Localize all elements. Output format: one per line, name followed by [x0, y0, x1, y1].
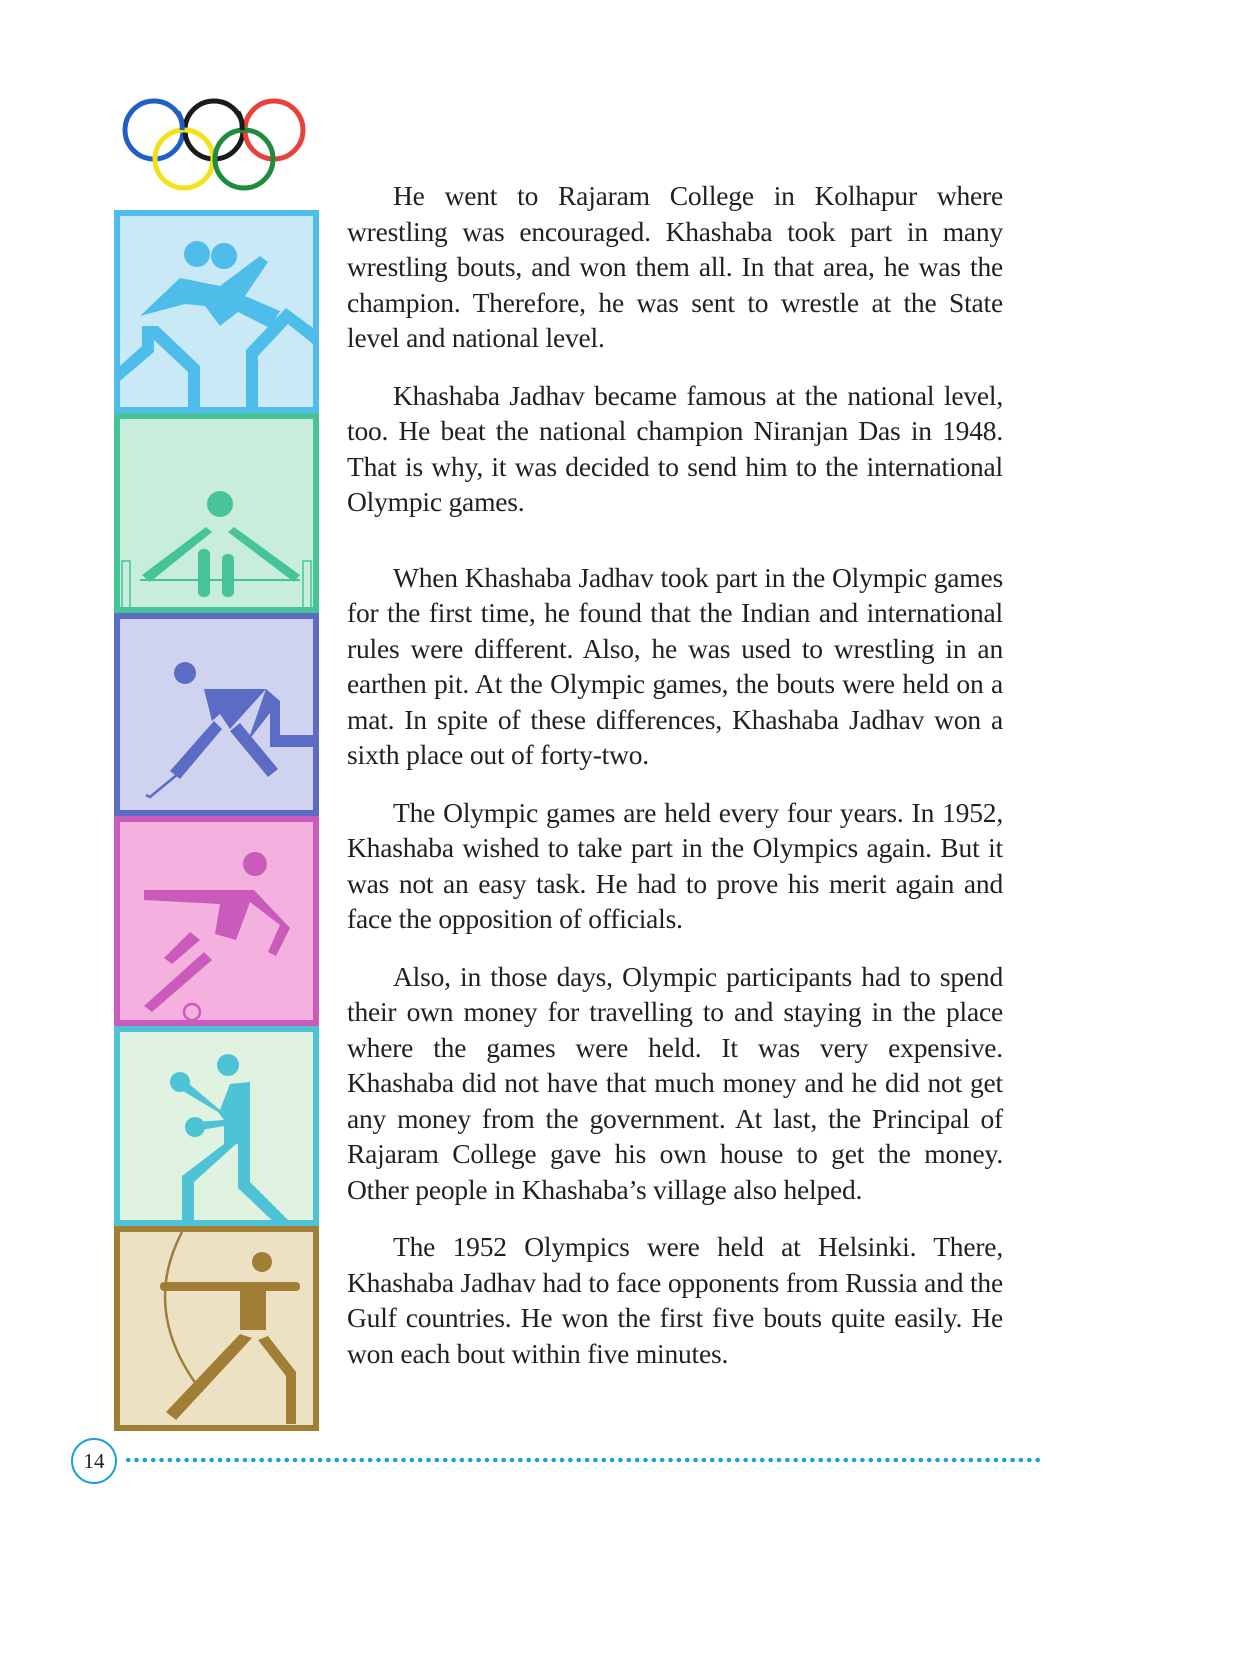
hockey-icon	[120, 619, 313, 810]
paragraph-funding: Also, in those days, Olympic participants had to spend their own money for travelling to and staying in the place where the games were held. It was very expensive. Khashaba did not have that much money and he did not get any money from the government. At last, the Principal of Rajaram College gave his own house to get the money. Other people in Khashaba’s village also helped.	[347, 960, 1003, 1205]
football-icon	[120, 822, 313, 1020]
weightlifting-icon	[120, 419, 313, 607]
paragraph-national-fame: Khashaba Jadhav became famous at the national level, too. He beat the national champion Niranjan Das in 1948. That is why, it was decided to send him to the international Olympic games.	[347, 379, 1003, 517]
panel-archery	[114, 1226, 319, 1431]
archery-icon	[120, 1232, 313, 1425]
wrestling-icon	[120, 216, 313, 407]
article-body	[347, 178, 1003, 1393]
page-number-label: 14	[83, 1448, 105, 1473]
paragraph-1952-wish: The Olympic games are held every four years. In 1952, Khashaba wished to take part in the Olympics again. But it was not an easy task. He had to prove his merit again and face the opposition of officials.	[347, 796, 1003, 934]
paragraph-rajaram-college: He went to Rajaram College in Kolhapur where wrestling was encouraged. Khashaba took part in many wrestling bouts, and won them all. In that area, he was the champion. Therefore, he was sent to wrestle at the State level and national level.	[347, 180, 1003, 353]
panel-football	[114, 816, 319, 1026]
page-number	[71, 1438, 117, 1484]
paragraph-helsinki: The 1952 Olympics were held at Helsinki. There, Khashaba Jadhav had to face opponents from Russia and the Gulf countries. He won the first five bouts quite easily. He won each bout within five minutes.	[347, 1231, 1003, 1369]
boxing-icon	[120, 1032, 313, 1220]
sport-pictogram-column	[114, 210, 319, 1431]
olympic-rings-logo	[118, 92, 310, 192]
dotted-footer-rule	[124, 1457, 1042, 1463]
panel-wrestling	[114, 210, 319, 413]
panel-weightlifting	[114, 413, 319, 613]
panel-hockey	[114, 613, 319, 816]
panel-boxing	[114, 1026, 319, 1226]
paragraph-first-olympics: When Khashaba Jadhav took part in the Olympic games for the first time, he found that the Indian and international rules were different. Also, he was used to wrestling in an earthen pit. At the Olympic games, the bouts were held on a mat. In spite of these differences, Khashaba Jadhav won a sixth place out of forty-two.	[347, 561, 1003, 770]
